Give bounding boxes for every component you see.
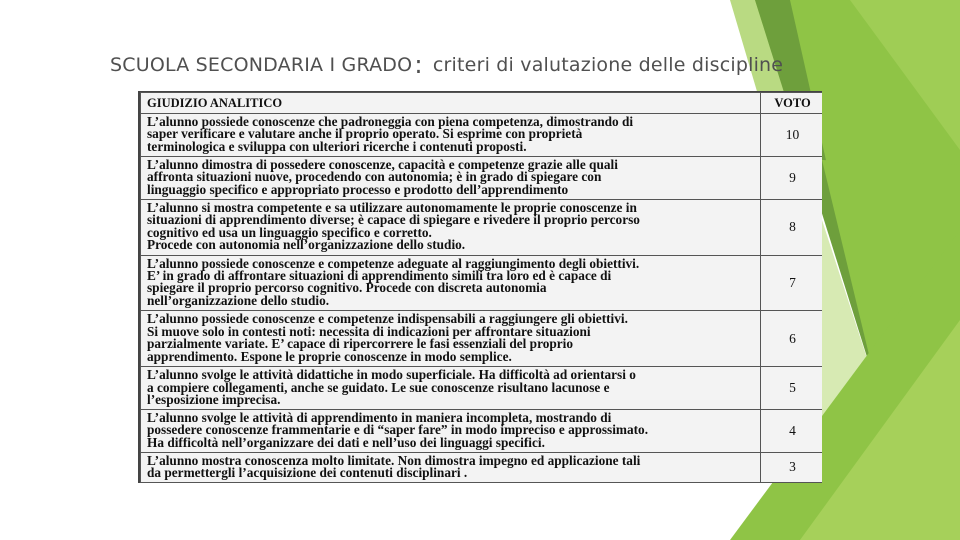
- table-row: [141, 199, 823, 255]
- title-prefix: SCUOLA SECONDARIA I GRADO: [110, 54, 413, 76]
- title-rest: criteri di valutazione delle discipline: [432, 54, 784, 76]
- judgment-description: [141, 410, 761, 453]
- description-line: cognitivo ed usa un linguaggio specifico e corretto.: [147, 224, 432, 240]
- description-line: parzialmente variate. E’ capace di ripercorrere le fasi essenziali del proprio: [147, 336, 574, 352]
- table-row: [141, 156, 823, 199]
- judgment-description: [141, 114, 761, 157]
- description-line: nell’organizzazione dello studio.: [147, 292, 330, 308]
- description-line: spiegare il proprio percorso cognitivo. Procede con discreta autonomia: [147, 280, 547, 296]
- description-line: L’alunno svolge le attività di apprendimento in maniera incompleta, mostrando di: [147, 410, 612, 426]
- vote-value: 9: [761, 156, 823, 199]
- judgment-description: [141, 452, 761, 482]
- table-row: [141, 410, 823, 453]
- table-row: [141, 452, 823, 482]
- description-line: situazioni di apprendimento diverse; è capace di spiegare e rivedere il proprio percorso: [147, 212, 640, 228]
- description-line: affronta situazioni nuove, procedendo con autonomia; è in grado di spiegare con: [147, 169, 602, 185]
- table-body: [141, 114, 823, 483]
- description-line: apprendimento. Espone le proprie conoscenze in modo semplice.: [147, 348, 512, 364]
- description-line: a compiere collegamenti, anche se guidato. Le sue conoscenze risultano lacunose e: [147, 379, 610, 395]
- table-row: [141, 367, 823, 410]
- judgment-description: [141, 311, 761, 367]
- description-line: linguaggio specifico e appropriato processo e prodotto dell’apprendimento: [147, 181, 569, 197]
- judgment-description: [141, 156, 761, 199]
- judgment-description: [141, 199, 761, 255]
- description-line: da permettergli l’acquisizione dei contenuti disciplinari .: [147, 465, 468, 481]
- vote-value: 3: [761, 452, 823, 482]
- header-description: GIUDIZIO ANALITICO: [141, 93, 761, 114]
- description-line: L’alunno svolge le attività didattiche in modo superficiale. Ha difficoltà ad orientarsi o: [147, 367, 636, 383]
- description-line: saper verificare e valutare anche il proprio operato. Si esprime con proprietà: [147, 126, 583, 142]
- vote-value: 6: [761, 311, 823, 367]
- vote-value: 4: [761, 410, 823, 453]
- description-line: l’esposizione imprecisa.: [147, 391, 281, 407]
- description-line: possedere conoscenze frammentarie e di “saper fare” in modo impreciso e approssimato.: [147, 422, 649, 438]
- description-line: L’alunno dimostra di possedere conoscenze, capacità e competenze grazie alle quali: [147, 156, 618, 172]
- description-line: L’alunno si mostra competente e sa utilizzare autonomamente le proprie conoscenze in: [147, 199, 637, 215]
- slide-title: [110, 48, 783, 77]
- vote-value: 7: [761, 255, 823, 311]
- header-vote: VOTO: [761, 93, 823, 114]
- description-line: Procede con autonomia nell’organizzazione dello studio.: [147, 237, 466, 252]
- description-line: Si muove solo in contesti noti: necessita di indicazioni per affrontare situazioni: [147, 323, 591, 339]
- vote-value: 10: [761, 114, 823, 157]
- table-row: [141, 311, 823, 367]
- table-row: [141, 114, 823, 157]
- vote-value: 8: [761, 199, 823, 255]
- evaluation-criteria-table: [140, 92, 822, 483]
- judgment-description: [141, 367, 761, 410]
- judgment-description: [141, 255, 761, 311]
- description-line: terminologica e sviluppa con ulteriori ricerche i contenuti proposti.: [147, 138, 527, 154]
- description-line: L’alunno mostra conoscenza molto limitate. Non dimostra impegno ed applicazione tali: [147, 452, 641, 468]
- scanned-table-image: [138, 91, 822, 483]
- description-line: Ha difficoltà nell’organizzare dei dati e nell’uso dei linguaggi specifici.: [147, 434, 545, 450]
- description-line: L’alunno possiede conoscenze che padroneggia con piena competenza, dimostrando di: [147, 114, 634, 129]
- vote-value: 5: [761, 367, 823, 410]
- table-header-row: [141, 93, 823, 114]
- table-row: [141, 255, 823, 311]
- description-line: L’alunno possiede conoscenze e competenze adeguate al raggiungimento degli obiettivi.: [147, 255, 640, 271]
- description-line: E’ in grado di affrontare situazioni di apprendimento simili tra loro ed è capace di: [147, 267, 612, 283]
- description-line: L’alunno possiede conoscenze e competenze indispensabili a raggiungere gli obiettivi.: [147, 311, 628, 327]
- title-colon: :: [414, 50, 423, 79]
